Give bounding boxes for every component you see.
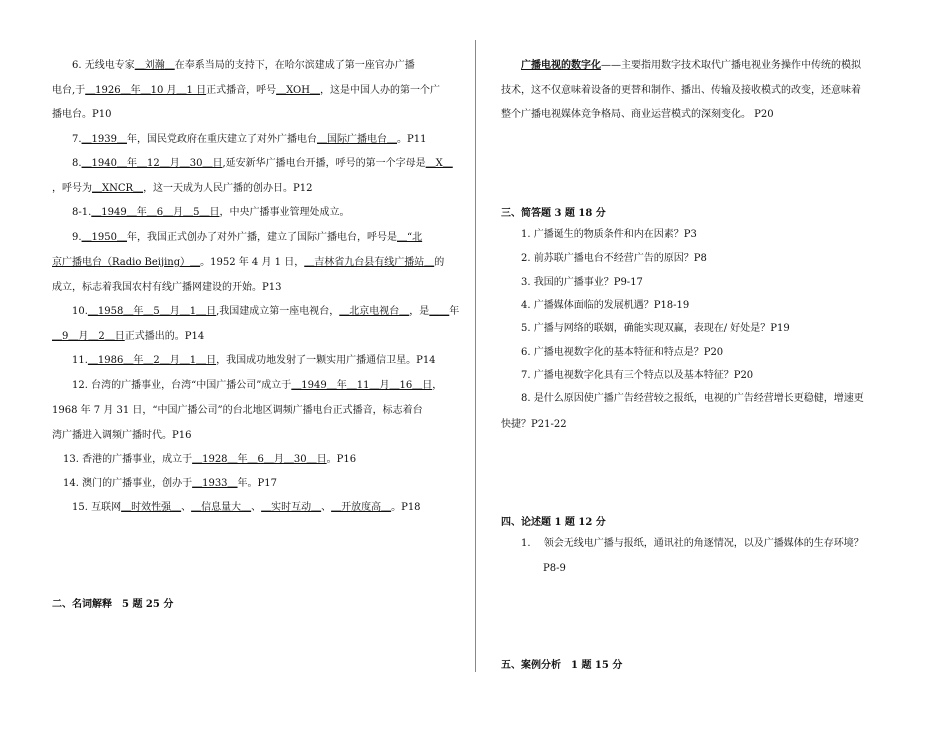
answer: ＿1939＿ [81,134,127,145]
q8-1-line [72,206,349,220]
term: 广播电视的数字化 [521,60,601,71]
answer: ＿1950＿ [81,232,127,243]
text: ，中央广播事业管理处成立。 [219,207,350,218]
answer: ＿北京电视台＿ [339,306,410,317]
text: ,我国建成立第一座电视台， [216,306,340,317]
text: 。P11 [397,134,427,145]
answer: ＿1986＿年＿2＿月＿1＿日 [87,355,217,366]
text: 9. [72,232,82,243]
text: ，呼号为 [52,183,92,194]
text: 7. [72,134,82,145]
text: 正式播音，呼号 [206,85,277,96]
answer: ＿1940＿年＿12＿月＿30＿日 [81,158,223,169]
q6-line3 [52,108,111,122]
answer: ＿XNCR＿ [92,183,144,194]
section-heading-terms: 二、名词解释 5 题 25 分 [52,599,174,610]
answer: ＿1949＿年＿11＿月＿16＿日 [291,380,433,391]
answer: ＿1958＿年＿5＿月＿1＿日 [87,306,217,317]
answer: ＿信息量大＿ [191,502,252,513]
text: ,延安新华广播电台开播，呼号的第一个字母是 [222,158,426,169]
text: 年 [449,306,460,317]
answer: ＿XOH＿ [276,85,320,96]
answer: ＿＿ [429,306,450,317]
answer: ＿“北 [397,232,423,243]
q13-line [63,453,356,467]
answer: ＿1928＿年＿6＿月＿30＿日 [192,454,327,465]
q9-line2 [52,256,444,270]
q8-line2 [52,182,313,196]
answer: ＿1933＿ [192,478,238,489]
text: 。P16 [326,454,357,465]
text: 年，国民党政府在重庆建立了对外广播电台 [127,134,317,145]
section-heading-essay: 四、论述题 1 题 12 分 [501,517,606,528]
q6-line2 [52,84,440,98]
q15-line [72,501,421,515]
text: ，这一天成为人民广播的创办日。P12 [143,183,313,194]
list-item: 5. 广播与网络的联姻，确能实现双赢，表现在/ 好处是？P19 [521,323,790,334]
q9-line3 [52,281,281,295]
answer: ＿开放度高＿ [331,502,392,513]
text: 播电台。P10 [52,109,112,120]
text: 、 [251,502,262,513]
q9-line1 [72,231,422,245]
text: ， [432,380,443,391]
term-definition-line1 [521,59,861,73]
q6-line1 [72,59,415,73]
answer: ＿国际广播电台＿ [317,134,397,145]
text: ，这是中国人办的第一个广 [319,85,440,96]
text: 、 [321,502,332,513]
q10-line2 [52,330,204,344]
q14-line [63,477,277,491]
text: 。P18 [391,502,421,513]
answer: ＿1926＿年＿10 月＿1 日 [85,85,207,96]
text: 。1952 年 4 月 1 日， [200,257,305,268]
q12-line1 [72,379,442,393]
text: 正式播出的。P14 [124,331,205,342]
essay-question-page-ref: P8-9 [543,563,566,574]
answer: ＿刘瀚＿ [134,60,175,71]
q10-line1 [72,305,459,319]
text: 13. 香港的广播事业，成立于 [63,454,193,465]
list-item: 7. 广播电视数字化具有三个特点以及基本特征？P20 [521,370,754,381]
term-definition-line2: 技术，这不仅意味着设备的更替和制作、播出、传输及接收模式的改变，还意味着 [501,85,861,96]
q12-line3 [52,429,191,443]
text: 11. [72,355,88,366]
q7-line [72,133,426,147]
answer: 京广播电台（Radio Beijing）＿ [52,257,201,268]
text: 电台,于 [52,85,86,96]
answer: ＿9＿月＿2＿日 [52,331,125,342]
text: 湾广播进入调频广播时代。P16 [52,430,192,441]
list-item: 8. 是什么原因使广播广告经营较之报纸，电视的广告经营增长更稳健，增速更 [521,393,864,404]
text: 8-1. [72,207,92,218]
list-item-continuation: 快捷？P21-22 [501,419,567,430]
list-item: 4. 广播媒体面临的发展机遇？P18-19 [521,300,690,311]
term-definition-line3: 整个广播电视媒体竞争格局、商业运营模式的深刻变化。 P20 [501,109,774,120]
q11-line [72,354,436,368]
text: 成立，标志着我国农村有线广播网建设的开始。P13 [52,282,282,293]
text: ，我国成功地发射了一颗实用广播通信卫星。P14 [216,355,436,366]
answer: ＿实时互动＿ [261,502,322,513]
answer: ＿1949＿年＿6＿月＿5＿日 [91,207,220,218]
q8-line1 [72,157,453,171]
answer: ＿X＿ [425,158,453,169]
text: 12. 台湾的广播事业，台湾“中国广播公司”成立于 [72,380,292,391]
section-heading-short-answer: 三、简答题 3 题 18 分 [501,208,606,219]
list-item: 1. 广播诞生的物质条件和内在因素？P3 [521,229,697,240]
text: 14. 澳门的广播事业，创办于 [63,478,193,489]
column-divider [475,40,476,672]
section-heading-case-analysis: 五、案例分析 1 题 15 分 [501,660,623,671]
text: ，是 [409,306,430,317]
text: ——主要指用数字技术取代广播电视业务操作中传统的模拟 [601,60,861,71]
text: 年。P17 [237,478,277,489]
answer: ＿时效性强＿ [121,502,182,513]
text: 8. [72,158,82,169]
q12-line2 [52,404,423,418]
list-item: 3. 我国的广播事业？P9-17 [521,277,643,288]
text: 6. 无线电专家 [72,60,135,71]
list-item: 2. 前苏联广播电台不经营广告的原因？P8 [521,253,707,264]
text: 、 [181,502,192,513]
text: 在奉系当局的支持下，在哈尔滨建成了第一座官办广播 [174,60,415,71]
essay-question: 1. 领会无线电广播与报纸，通讯社的角逐情况，以及广播媒体的生存环境？ [521,538,864,549]
answer: ＿吉林省九台县有线广播站＿ [304,257,435,268]
text: 1968 年 7 月 31 日，“中国广播公司”的台北地区调频广播电台正式播音，标志着台 [52,405,423,416]
text: 10. [72,306,88,317]
text: 的 [434,257,445,268]
text: 15. 互联网 [72,502,122,513]
list-item: 6. 广播电视数字化的基本特征和特点是？P20 [521,347,724,358]
text: 年，我国正式创办了对外广播，建立了国际广播电台，呼号是 [127,232,397,243]
